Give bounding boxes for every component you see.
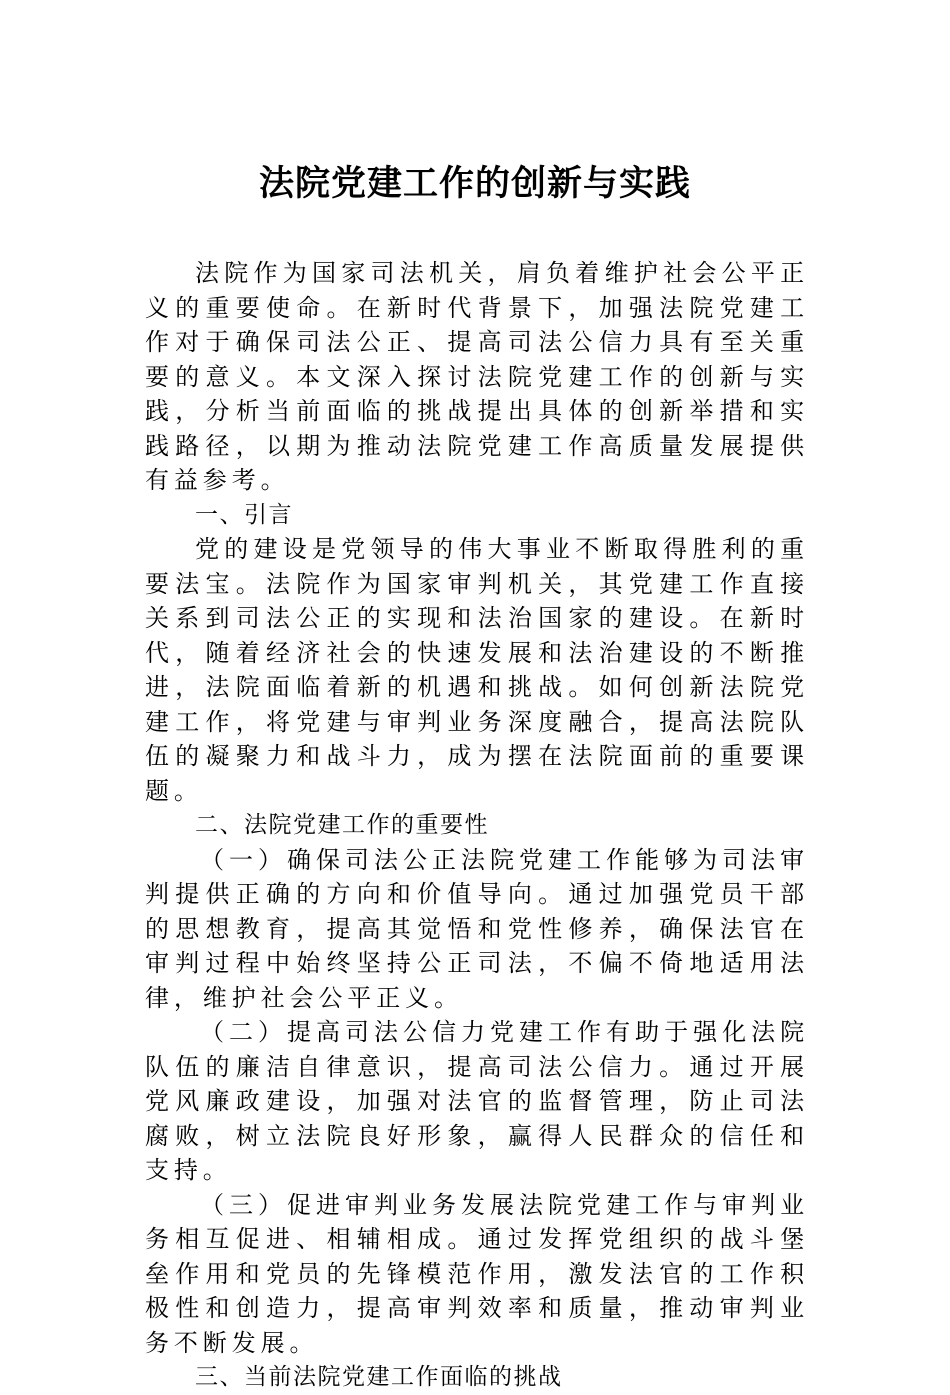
importance-point-2: （二）提高司法公信力党建工作有助于强化法院队伍的廉洁自律意识，提高司法公信力。通过开展党风廉政建设，加强对法官的监督管理，防止司法腐败，树立法院良好形象，赢得人民群众的信任和支持。 [145,1018,809,1184]
document-title: 法院党建工作的创新与实践 [258,163,691,204]
document-body [145,256,809,1395]
abstract-paragraph: 法院作为国家司法机关，肩负着维护社会公平正义的重要使命。在新时代背景下，加强法院党建工作对于确保司法公正、提高司法公信力具有至关重要的意义。本文深入探讨法院党建工作的创新与实践，分析当前面临的挑战提出具体的创新举措和实践路径，以期为推动法院党建工作高质量发展提供有益参考。 [145,259,809,494]
section-heading-introduction: 一、引言 [195,501,293,528]
introduction-paragraph: 党的建设是党领导的伟大事业不断取得胜利的重要法宝。法院作为国家审判机关，其党建工作直接关系到司法公正的实现和法治国家的建设。在新时代，随着经济社会的快速发展和法治建设的不断推进，法院面临着新的机遇和挑战。如何创新法院党建工作，将党建与审判业务深度融合，提高法院队伍的凝聚力和战斗力，成为摆在法院面前的重要课题。 [145,535,809,805]
section-heading-importance: 二、法院党建工作的重要性 [195,812,489,838]
section-heading-challenges: 三、当前法院党建工作面临的挑战 [195,1364,563,1390]
importance-point-1: （一）确保司法公正法院党建工作能够为司法审判提供正确的方向和价值导向。通过加强党员干部的思想教育，提高其觉悟和党性修养，确保法官在审判过程中始终坚持公正司法，不偏不倚地适用法律，维护社会公平正义。 [145,845,809,1012]
importance-point-3: （三）促进审判业务发展法院党建工作与审判业务相互促进、相辅相成。通过发挥党组织的战斗堡垒作用和党员的先锋模范作用，激发法官的工作积极性和创造力，提高审判效率和质量，推动审判业务不断发展。 [145,1190,809,1357]
